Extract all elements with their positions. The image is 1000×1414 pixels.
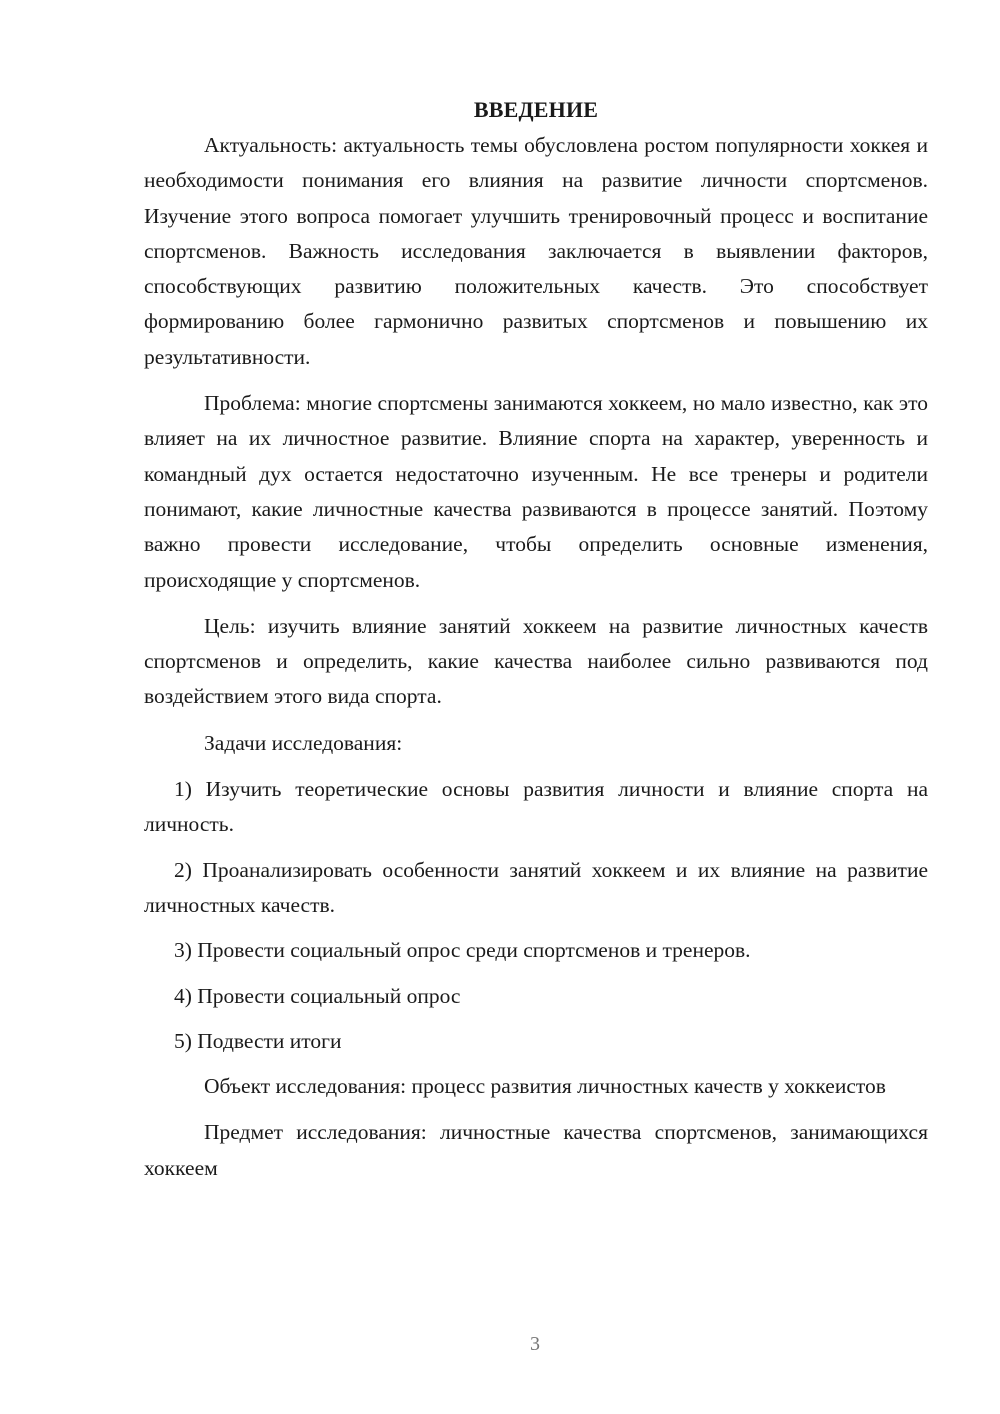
task-item-5: 5) Подвести итоги (174, 1028, 342, 1053)
task-item-3: 3) Провести социальный опрос среди спортсменов и тренеров. (174, 938, 751, 963)
problem-paragraph: Проблема: многие спортсмены занимаются хоккеем, но мало известно, как это влияет на их личностное развитие. Влияние спорта на характер, уверенность и командный дух остается недостаточно изученным. Не все тренеры и родители понимают, какие личностные качества развиваются в процессе занятий. Поэтому важно провести исследование, чтобы определить основные изменения, происходящие у спортсменов. (144, 391, 928, 592)
document-page (144, 92, 928, 1197)
goal-paragraph: Цель: изучить влияние занятий хоккеем на развитие личностных качеств спортсменов и определить, какие качества наиболее сильно развиваются под воздействием этого вида спорта. (144, 613, 928, 709)
task-item-4: 4) Провести социальный опрос (174, 983, 461, 1008)
object-paragraph: Объект исследования: процесс развития личностных качеств у хоккеистов (204, 1074, 886, 1099)
task-item-1: 1) Изучить теоретические основы развития личности и влияние спорта на личность. (144, 777, 928, 837)
tasks-list (144, 772, 928, 1059)
page-number: 3 (530, 1333, 540, 1355)
task-item-2: 2) Проанализировать особенности занятий хоккеем и их влияние на развитие личностных качеств. (144, 857, 928, 917)
subject-paragraph: Предмет исследования: личностные качества спортсменов, занимающихся хоккеем (144, 1120, 928, 1180)
tasks-heading: Задачи исследования: (204, 730, 403, 755)
page-title: ВВЕДЕНИЕ (473, 97, 599, 122)
relevance-paragraph: Актуальность: актуальность темы обусловлена ростом популярности хоккея и необходимости понимания его влияния на развитие личности спортсменов. Изучение этого вопроса помогает улучшить тренировочный процесс и воспитание спортсменов. Важность исследования заключается в выявлении факторов, способствующих развитию положительных качеств. Это способствует формированию более гармонично развитых спортсменов и повышению их результативности. (144, 133, 928, 369)
